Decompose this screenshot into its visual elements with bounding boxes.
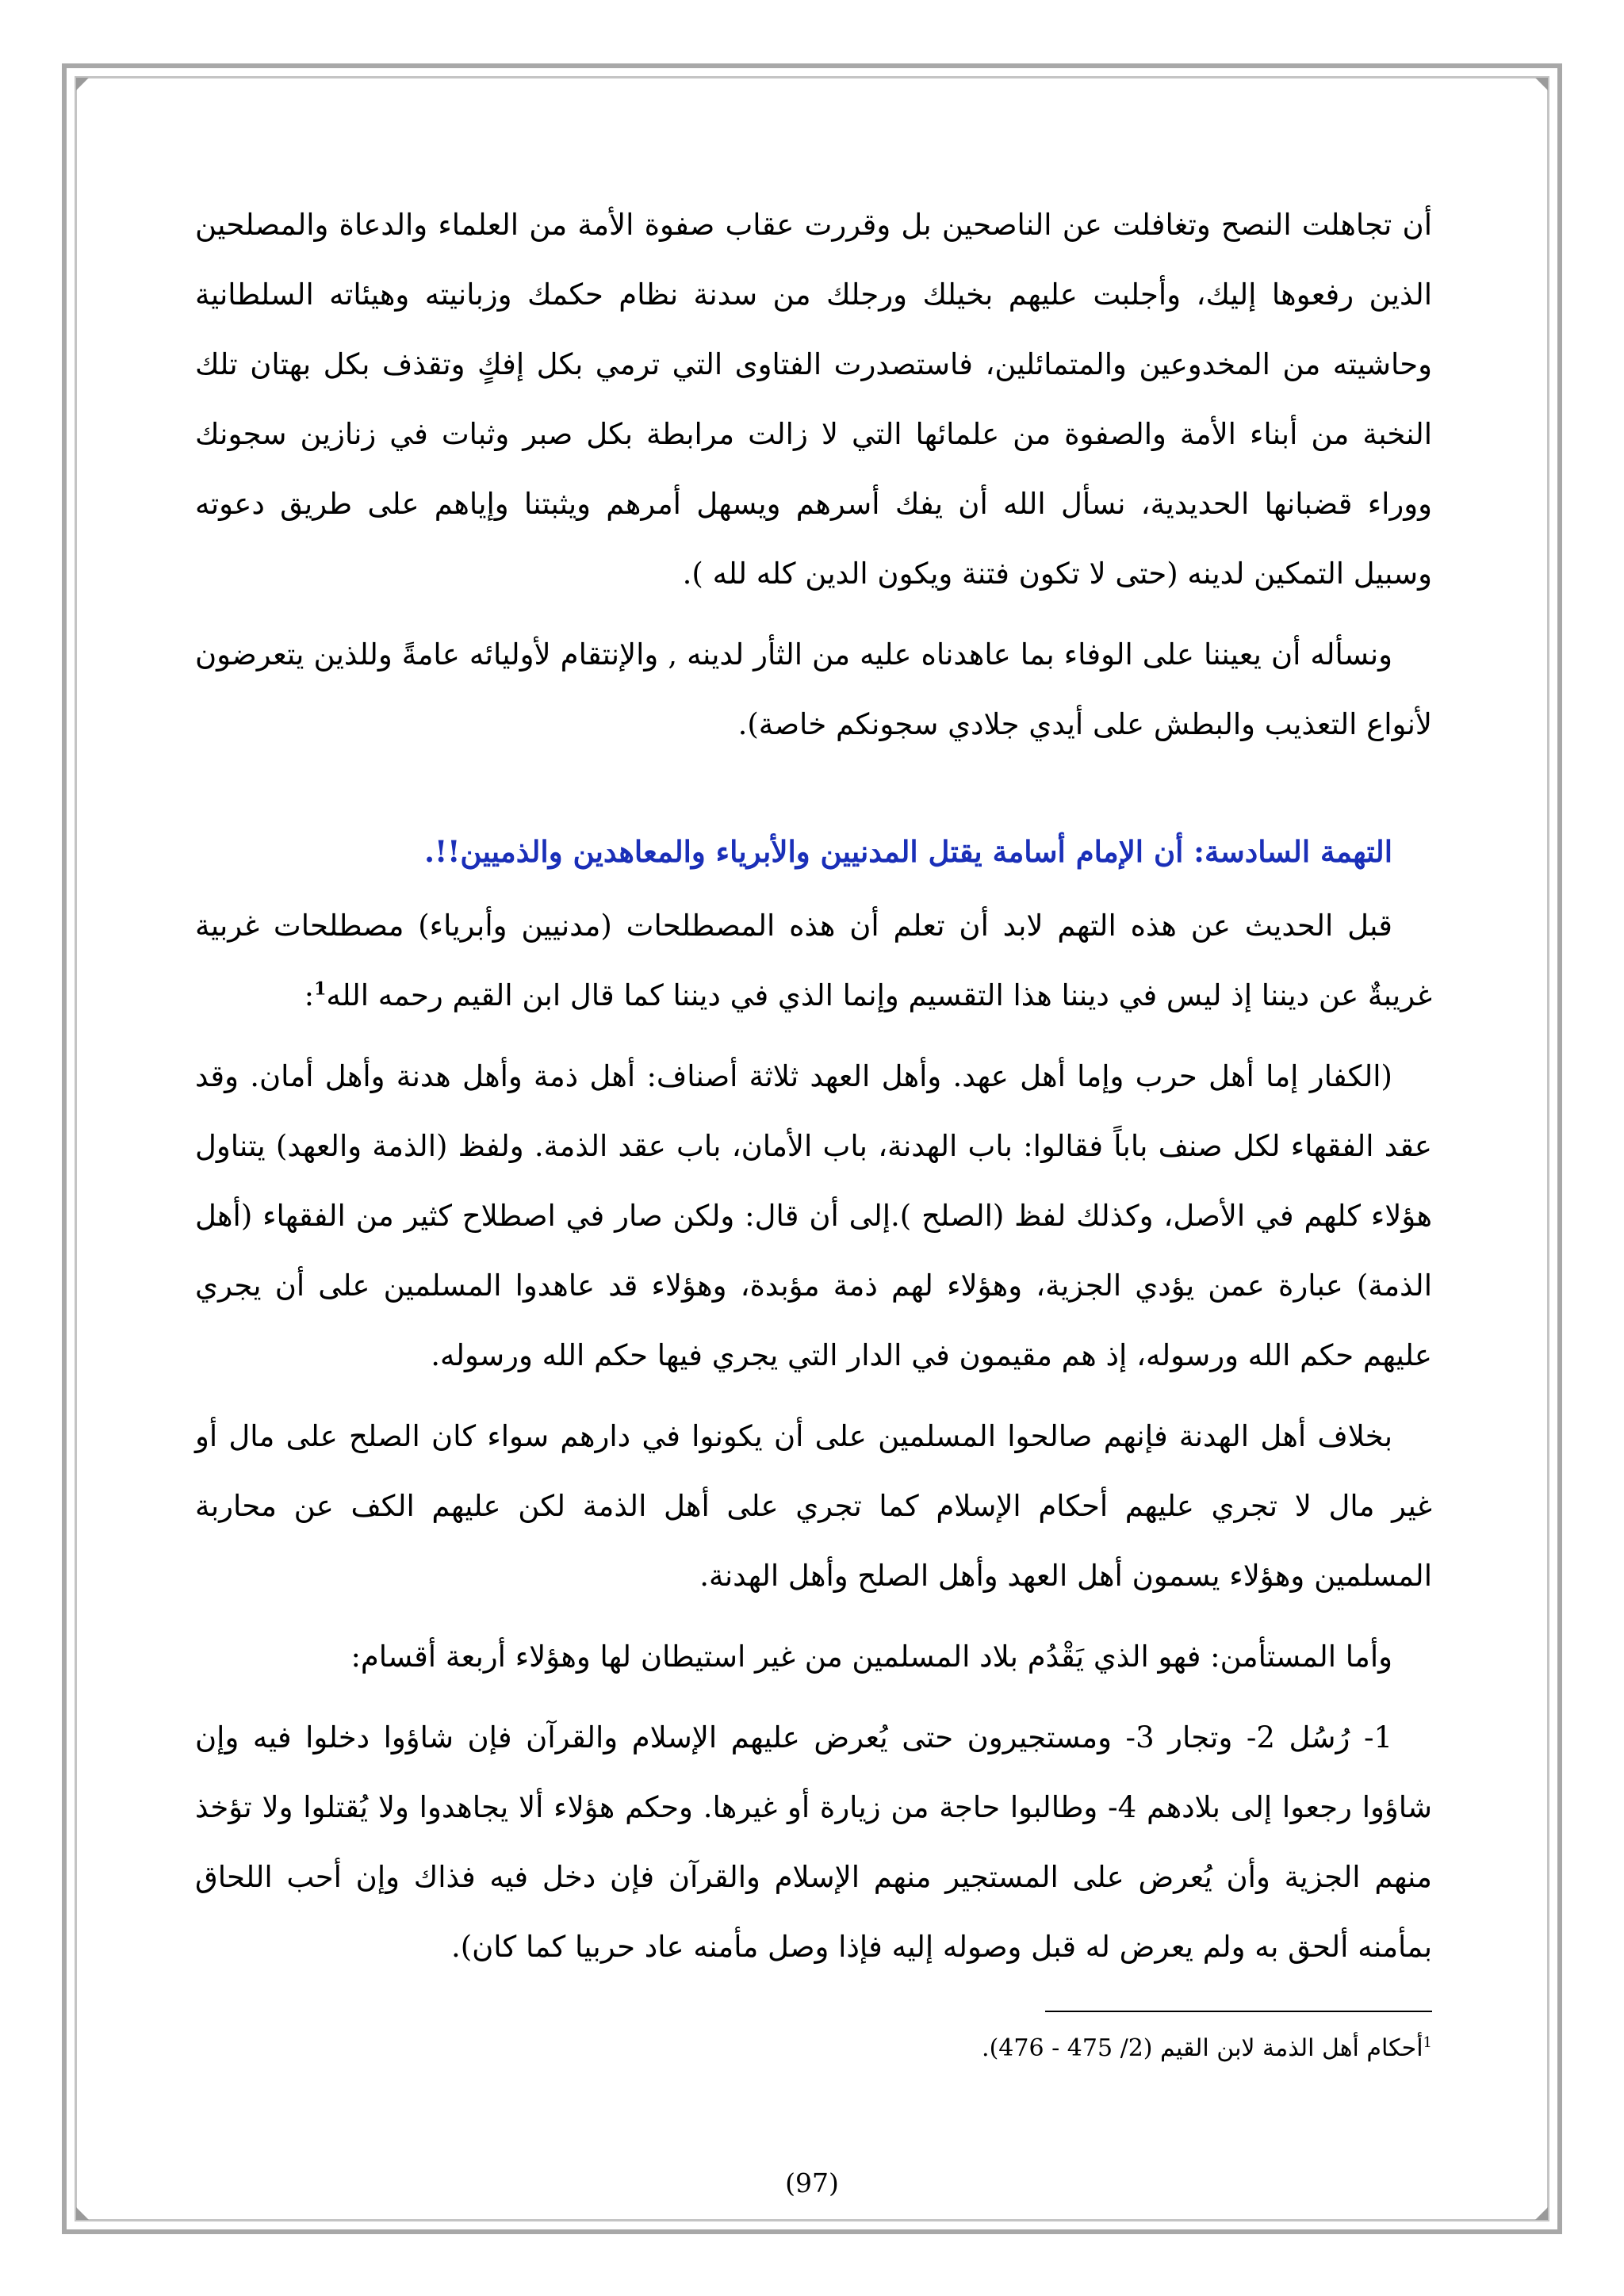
section-heading: التهمة السادسة: أن الإمام أسامة يقتل المدنيين والأبرياء والمعاهدين والذميين!!. (424, 834, 1392, 869)
corner-ornament-top-right (1535, 78, 1548, 90)
page-number: (97) (785, 2168, 839, 2198)
paragraph-3-text: قبل الحديث عن هذه التهم لابد أن تعلم أن هذه المصطلحات (مدنيين وأبرياء) مصطلحات غربية غريبةٌ عن ديننا إذ ليس في ديننا هذا التقسيم وإنما الذي في ديننا كما قال ابن القيم رحمه الله (195, 909, 1432, 1012)
paragraph-3-colon: : (304, 978, 315, 1012)
footnote (982, 2030, 1432, 2068)
footnote-marker: 1 (1423, 2034, 1432, 2051)
corner-ornament-bottom-left (76, 2207, 89, 2220)
page-body (195, 190, 1432, 1993)
paragraph-7: 1- رُسُل 2- وتجار 3- ومستجيرون حتى يُعرض عليهم الإسلام والقرآن فإن شاؤوا دخلوا فيه وإن شاؤوا رجعوا إلى بلادهم 4- وطالبوا حاجة من زيارة أو غيرها. وحكم هؤلاء ألا يجاهدوا ولا يُقتلوا ولا تؤخذ منهم الجزية وأن يُعرض على المستجير منهم الإسلام والقرآن فإن دخل فيه فذاك وإن أحب اللحاق بمأمنه ألحق به ولم يعرض له قبل وصوله إليه فإذا وصل مأمنه عاد حربيا كما كان). (195, 1720, 1432, 1964)
paragraph-3 (195, 891, 1432, 1031)
corner-ornament-bottom-right (1535, 2207, 1548, 2220)
paragraph-4: (الكفار إما أهل حرب وإما أهل عهد. وأهل العهد ثلاثة أصناف: أهل ذمة وأهل هدنة وأهل أمان. وقد عقد الفقهاء لكل صنف باباً فقالوا: باب الهدنة، باب الأمان، باب عقد الذمة. ولفظ (الذمة والعهد) يتناول هؤلاء كلهم في الأصل، وكذلك لفظ (الصلح ).إلى أن قال: ولكن صار في اصطلاح كثير من الفقهاء (أهل الذمة) عبارة عمن يؤدي الجزية، وهؤلاء لهم ذمة مؤبدة، وهؤلاء قد عاهدوا المسلمين على أن يجري عليهم حكم الله ورسوله، إذ هم مقيمون في الدار التي يجري فيها حكم الله ورسوله. (195, 1059, 1432, 1372)
footnote-separator (1045, 2011, 1432, 2012)
paragraph-5: بخلاف أهل الهدنة فإنهم صالحوا المسلمين على أن يكونوا في دارهم سواء كان الصلح على مال أو غير مال لا تجري عليهم أحكام الإسلام كما تجري على أهل الذمة لكن عليهم الكف عن محاربة المسلمين وهؤلاء يسمون أهل العهد وأهل الصلح وأهل الهدنة. (195, 1419, 1432, 1593)
paragraph-1: أن تجاهلت النصح وتغافلت عن الناصحين بل وقررت عقاب صفوة الأمة من العلماء والدعاة والمصلحين الذين رفعوها إليك، وأجلبت عليهم بخيلك ورجلك من سدنة نظام حكمك وزبانيته وهيئاته السلطانية وحاشيته من المخدوعين والمتمائلين، فاستصدرت الفتاوى التي ترمي بكل إفكٍ وتقذف بكل بهتان تلك النخبة من أبناء الأمة والصفوة من علمائها التي لا زالت مرابطة بكل صبر وثبات في زنازين سجونك ووراء قضبانها الحديدية، نسأل الله أن يفك أسرهم ويسهل أمرهم ويثبتنا وإياهم على طريق دعوته وسبيل التمكين لدينه (حتى لا تكون فتنة ويكون الدين كله لله ). (195, 208, 1432, 591)
paragraph-2: ونسأله أن يعيننا على الوفاء بما عاهدناه عليه من الثأر لدينه , والإنتقام لأوليائه عامةً وللذين يتعرضون لأنواع التعذيب والبطش على أيدي جلادي سجونكم خاصة). (195, 637, 1432, 741)
footnote-reference[interactable]: 1 (314, 978, 327, 1000)
paragraph-6: وأما المستأمن: فهو الذي يَقْدُم بلاد المسلمين من غير استيطان لها وهؤلاء أربعة أقسام: (350, 1640, 1392, 1674)
corner-ornament-top-left (76, 78, 89, 90)
footnote-text: أحكام أهل الذمة لابن القيم (2/ 475 - 476). (982, 2034, 1423, 2062)
